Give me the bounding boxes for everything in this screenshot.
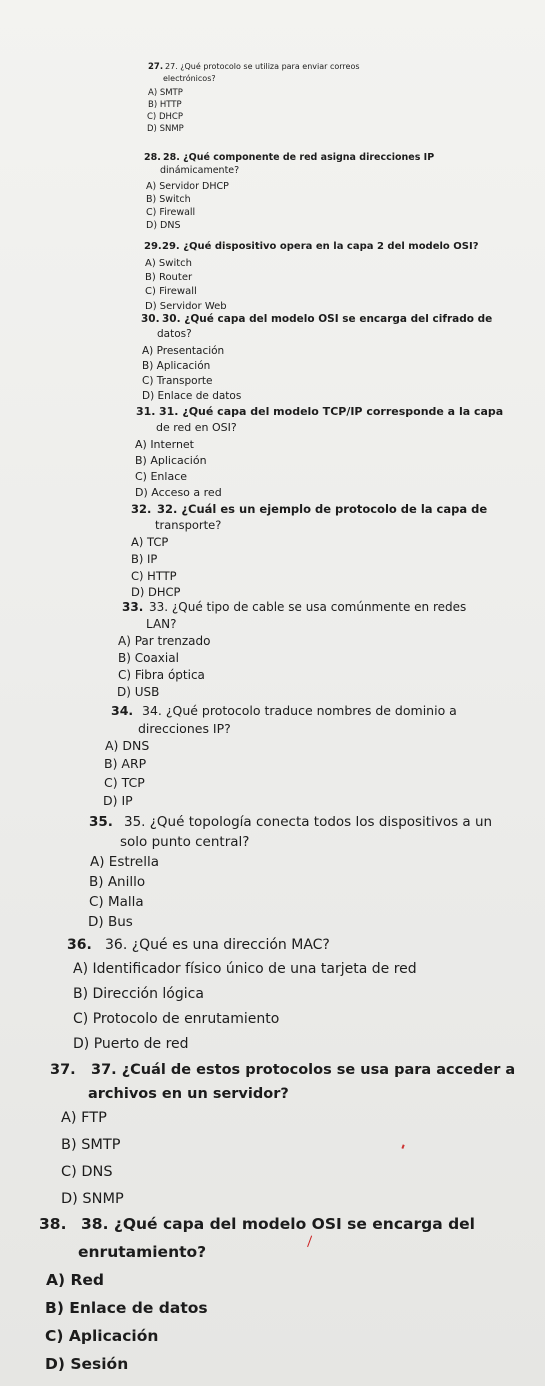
question-number: 28. bbox=[144, 152, 161, 163]
option-d: D) DHCP bbox=[131, 585, 181, 599]
option-d: D) Enlace de datos bbox=[142, 390, 242, 402]
option-c: C) DNS bbox=[61, 1164, 113, 1180]
option-c: C) Fibra óptica bbox=[118, 668, 205, 682]
option-b: B) SMTP bbox=[61, 1137, 121, 1153]
question-text: 36. ¿Qué es una dirección MAC? bbox=[105, 937, 330, 953]
question-text-continued: archivos en un servidor? bbox=[88, 1086, 289, 1102]
question-text: 27. ¿Qué protocolo se utiliza para enviar correos bbox=[165, 62, 360, 71]
option-b: B) Anillo bbox=[89, 874, 146, 890]
option-b: B) Aplicación bbox=[135, 454, 207, 467]
question-number: 32. bbox=[131, 502, 152, 516]
option-d: D) IP bbox=[103, 793, 133, 808]
option-d: D) SNMP bbox=[61, 1191, 124, 1207]
red-pen-mark bbox=[401, 1144, 406, 1149]
option-d: D) Bus bbox=[88, 914, 133, 930]
option-d: D) USB bbox=[117, 685, 160, 699]
question-text: 30. ¿Qué capa del modelo OSI se encarga del cifrado de bbox=[162, 313, 493, 325]
option-a: A) SMTP bbox=[148, 88, 183, 98]
question-text: 33. ¿Qué tipo de cable se usa comúnmente en redes bbox=[149, 600, 467, 614]
question-text: 31. ¿Qué capa del modelo TCP/IP corresponde a la capa bbox=[159, 405, 504, 418]
question-number: 29. bbox=[144, 241, 162, 252]
option-a: A) Presentación bbox=[142, 345, 225, 357]
question-text: 28. ¿Qué componente de red asigna direcciones IP bbox=[163, 152, 435, 163]
question-text-continued: LAN? bbox=[146, 617, 177, 631]
question-text: 38. ¿Qué capa del modelo OSI se encarga del bbox=[81, 1215, 475, 1233]
option-c: C) HTTP bbox=[131, 569, 177, 583]
option-b: B) IP bbox=[131, 552, 158, 566]
option-d: D) Sesión bbox=[45, 1355, 129, 1373]
option-c: C) DHCP bbox=[147, 112, 183, 122]
option-b: B) ARP bbox=[104, 756, 147, 771]
question-text: 37. ¿Cuál de estos protocolos se usa para acceder a bbox=[91, 1062, 516, 1078]
option-d: D) SNMP bbox=[147, 124, 184, 134]
question-text: 29. ¿Qué dispositivo opera en la capa 2 del modelo OSI? bbox=[162, 241, 479, 252]
option-c: C) Malla bbox=[89, 894, 144, 910]
question-text-continued: enrutamiento? bbox=[78, 1243, 207, 1261]
option-a: A) Switch bbox=[145, 258, 192, 269]
question-number: 30. bbox=[141, 313, 160, 325]
option-a: A) Identificador físico único de una tarjeta de red bbox=[73, 961, 417, 977]
question-text-continued: datos? bbox=[157, 328, 192, 340]
option-b: B) Coaxial bbox=[118, 651, 179, 665]
option-c: C) Firewall bbox=[145, 286, 197, 297]
question-number: 35. bbox=[89, 814, 113, 830]
option-c: C) TCP bbox=[104, 775, 145, 790]
question-number: 31. bbox=[136, 405, 156, 418]
option-a: A) DNS bbox=[105, 738, 150, 753]
question-text-continued: solo punto central? bbox=[120, 834, 250, 850]
option-b: B) Aplicación bbox=[142, 360, 211, 372]
question-text: 34. ¿Qué protocolo traduce nombres de dominio a bbox=[142, 703, 457, 718]
option-a: A) TCP bbox=[131, 535, 169, 549]
question-text-continued: dinámicamente? bbox=[160, 165, 240, 176]
question-text: 35. ¿Qué topología conecta todos los dispositivos a un bbox=[124, 814, 493, 830]
question-text-continued: electrónicos? bbox=[163, 74, 216, 83]
question-number: 38. bbox=[39, 1215, 67, 1233]
red-pen-mark bbox=[307, 1236, 316, 1249]
option-c: C) Enlace bbox=[135, 470, 188, 483]
question-number: 27. bbox=[148, 62, 164, 72]
question-number: 34. bbox=[111, 703, 134, 718]
option-a: A) Estrella bbox=[90, 854, 159, 870]
question-number: 37. bbox=[50, 1062, 76, 1078]
option-d: D) Acceso a red bbox=[135, 486, 222, 499]
question-number: 33. bbox=[122, 600, 144, 614]
option-c: C) Transporte bbox=[142, 375, 213, 387]
option-c: C) Protocolo de enrutamiento bbox=[73, 1011, 280, 1027]
option-c: C) Aplicación bbox=[45, 1327, 159, 1345]
option-b: B) Router bbox=[145, 272, 193, 283]
question-text-continued: transporte? bbox=[155, 518, 222, 532]
option-a: A) FTP bbox=[61, 1110, 107, 1126]
option-a: A) Par trenzado bbox=[118, 634, 211, 648]
option-a: A) Internet bbox=[135, 438, 194, 451]
question-text-continued: direcciones IP? bbox=[138, 721, 231, 736]
option-d: D) Servidor Web bbox=[145, 301, 227, 312]
question-text: 32. ¿Cuál es un ejemplo de protocolo de la capa de bbox=[157, 502, 488, 516]
question-number: 36. bbox=[67, 937, 92, 953]
option-d: D) DNS bbox=[146, 220, 181, 231]
option-a: A) Servidor DHCP bbox=[146, 181, 229, 192]
option-b: B) Switch bbox=[146, 194, 191, 205]
option-c: C) Firewall bbox=[146, 207, 196, 218]
question-text-continued: de red en OSI? bbox=[156, 421, 237, 434]
option-d: D) Puerto de red bbox=[73, 1036, 189, 1052]
option-b: B) HTTP bbox=[148, 100, 182, 110]
option-b: B) Dirección lógica bbox=[73, 986, 204, 1002]
option-b: B) Enlace de datos bbox=[45, 1299, 208, 1317]
option-a: A) Red bbox=[46, 1271, 105, 1289]
